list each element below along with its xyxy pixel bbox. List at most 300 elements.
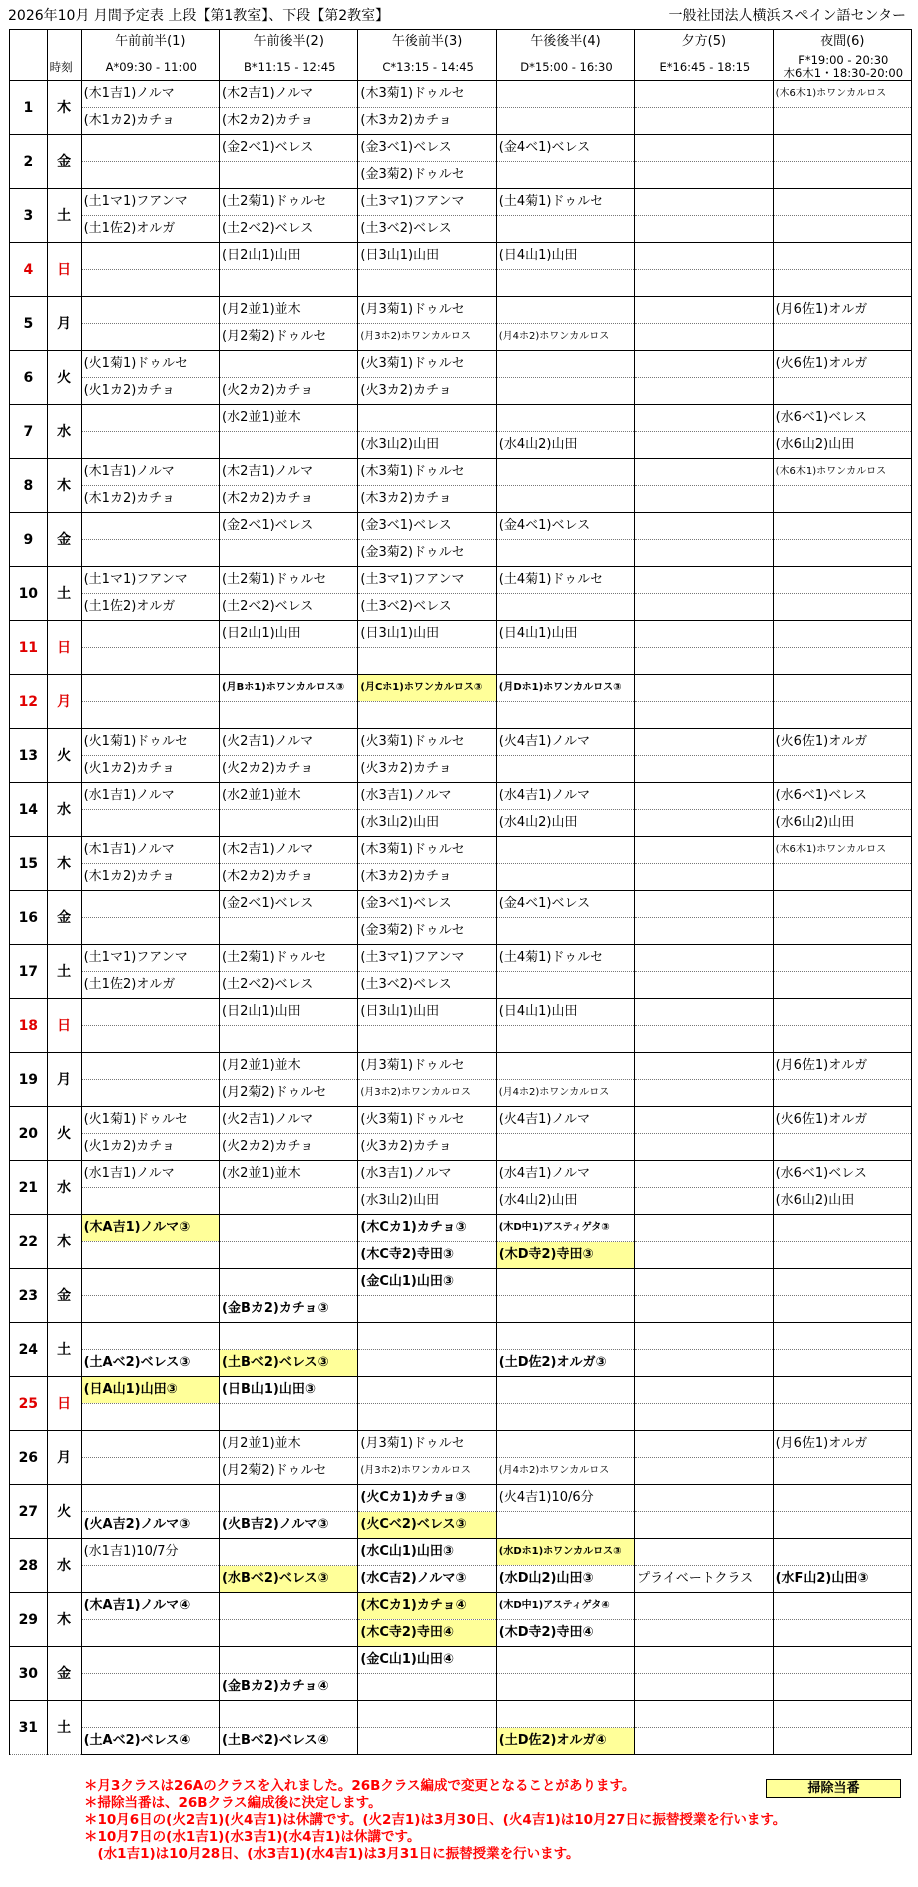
class-cell: (月2並1)並木: [220, 297, 358, 324]
class-cell: [358, 1296, 496, 1323]
day-number: 22: [10, 1215, 48, 1269]
class-cell: [358, 1323, 496, 1350]
class-cell: (土3ベ2)ベレス: [358, 216, 496, 243]
class-cell: (日3山1)山田: [358, 621, 496, 648]
class-cell: [496, 1053, 634, 1080]
class-cell: (水Dホ1)ホワンカルロス③: [496, 1539, 634, 1566]
class-cell: (木3カ2)カチョ: [358, 486, 496, 513]
class-cell: プライベートクラス: [635, 1566, 773, 1593]
class-cell: [81, 1431, 219, 1458]
class-cell: [635, 1485, 773, 1512]
class-cell: (土2菊1)ドゥルセ: [220, 189, 358, 216]
class-cell: [496, 162, 634, 189]
class-cell: [635, 918, 773, 945]
class-cell: [358, 1701, 496, 1728]
day-row-upper: [10, 1593, 912, 1620]
class-cell: (木Cカ1)カチョ③: [358, 1215, 496, 1242]
header-blank: [47, 30, 81, 55]
day-number: 10: [10, 567, 48, 621]
class-cell: [635, 837, 773, 864]
day-row-upper: [10, 297, 912, 324]
class-cell: [81, 1080, 219, 1107]
header-time: F*19:00 - 20:30 木6木1・18:30-20:00: [773, 54, 911, 81]
class-cell: [81, 1296, 219, 1323]
class-cell: (木3菊1)ドゥルセ: [358, 837, 496, 864]
day-weekday: 火: [47, 351, 81, 405]
class-cell: [635, 324, 773, 351]
class-cell: [635, 351, 773, 378]
class-cell: (日2山1)山田: [220, 999, 358, 1026]
class-cell: (木1吉1)ノルマ: [81, 81, 219, 108]
class-cell: (火4吉1)10/6分: [496, 1485, 634, 1512]
class-cell: (土3マ1)フアンマ: [358, 189, 496, 216]
class-cell: (木D寺2)寺田③: [496, 1242, 634, 1269]
class-cell: [81, 270, 219, 297]
header-time: E*16:45 - 18:15: [635, 54, 773, 81]
class-cell: [635, 1188, 773, 1215]
class-cell: (金2ベ1)ベレス: [220, 513, 358, 540]
day-row-lower: [10, 324, 912, 351]
day-weekday: 日: [47, 1377, 81, 1431]
class-cell: [635, 1053, 773, 1080]
class-cell: (水2並1)並木: [220, 405, 358, 432]
day-weekday: 金: [47, 513, 81, 567]
day-number: 19: [10, 1053, 48, 1107]
class-cell: [773, 1620, 911, 1647]
day-weekday: 木: [47, 1593, 81, 1647]
class-cell: (金3ベ1)ベレス: [358, 513, 496, 540]
day-row-lower: [10, 810, 912, 837]
day-number: 20: [10, 1107, 48, 1161]
day-row-lower: [10, 972, 912, 999]
day-weekday: 火: [47, 1485, 81, 1539]
class-cell: (木3カ2)カチョ: [358, 864, 496, 891]
class-cell: [635, 999, 773, 1026]
class-cell: [635, 108, 773, 135]
day-weekday: 木: [47, 1215, 81, 1269]
day-row-upper: [10, 1647, 912, 1674]
day-row-upper: [10, 1215, 912, 1242]
class-cell: [635, 1377, 773, 1404]
class-cell: (火1菊1)ドゥルセ: [81, 351, 219, 378]
class-cell: [635, 1647, 773, 1674]
class-cell: (火Cベ2)ベレス③: [358, 1512, 496, 1539]
day-row-lower: [10, 1026, 912, 1053]
class-cell: [220, 270, 358, 297]
class-cell: [635, 1215, 773, 1242]
class-cell: [81, 891, 219, 918]
class-cell: (水4吉1)ノルマ: [496, 1161, 634, 1188]
class-cell: (土Bベ2)ベレス④: [220, 1728, 358, 1755]
class-cell: [773, 162, 911, 189]
class-cell: [635, 783, 773, 810]
class-cell: (火1菊1)ドゥルセ: [81, 729, 219, 756]
class-cell: [496, 1701, 634, 1728]
day-number: 15: [10, 837, 48, 891]
day-row-lower: [10, 594, 912, 621]
class-cell: (月2並1)並木: [220, 1431, 358, 1458]
class-cell: [773, 540, 911, 567]
day-row-lower: [10, 216, 912, 243]
day-weekday: 土: [47, 1701, 81, 1755]
class-cell: [358, 1350, 496, 1377]
class-cell: (月3ホ2)ホワンカルロス: [358, 1080, 496, 1107]
day-number: 12: [10, 675, 48, 729]
notes: [84, 1778, 786, 1863]
class-cell: [81, 1458, 219, 1485]
class-cell: [773, 702, 911, 729]
day-row-upper: [10, 1431, 912, 1458]
day-row-lower: [10, 1080, 912, 1107]
class-cell: [358, 702, 496, 729]
class-cell: [773, 1404, 911, 1431]
day-row-lower: [10, 648, 912, 675]
class-cell: (日2山1)山田: [220, 621, 358, 648]
class-cell: [773, 1134, 911, 1161]
class-cell: [773, 216, 911, 243]
day-weekday: 金: [47, 135, 81, 189]
class-cell: [773, 1701, 911, 1728]
day-row-lower: [10, 540, 912, 567]
class-cell: (木1吉1)ノルマ: [81, 459, 219, 486]
class-cell: (火6佐1)オルガ: [773, 729, 911, 756]
class-cell: (月3菊1)ドゥルセ: [358, 1053, 496, 1080]
class-cell: (木1カ2)カチョ: [81, 486, 219, 513]
class-cell: (木6木1)ホワンカルロス: [773, 81, 911, 108]
day-number: 16: [10, 891, 48, 945]
class-cell: [773, 1647, 911, 1674]
class-cell: [81, 1647, 219, 1674]
class-cell: (水3山2)山田: [358, 810, 496, 837]
class-cell: (水3山2)山田: [358, 1188, 496, 1215]
class-cell: [81, 918, 219, 945]
class-cell: (木6木1)ホワンカルロス: [773, 459, 911, 486]
page-title: 2026年10月 月間予定表 上段【第1教室】、下段【第2教室】: [8, 8, 390, 24]
class-cell: [635, 189, 773, 216]
class-cell: (木C寺2)寺田③: [358, 1242, 496, 1269]
day-weekday: 月: [47, 675, 81, 729]
class-cell: (木3菊1)ドゥルセ: [358, 459, 496, 486]
class-cell: (木2吉1)ノルマ: [220, 837, 358, 864]
organization-name: 一般社団法人横浜スペイン語センター: [668, 8, 906, 24]
class-cell: [773, 1080, 911, 1107]
day-row-lower: [10, 162, 912, 189]
class-cell: (火A吉2)ノルマ③: [81, 1512, 219, 1539]
day-row-lower: [10, 270, 912, 297]
class-cell: (水4山2)山田: [496, 1188, 634, 1215]
class-cell: (土D佐2)オルガ③: [496, 1350, 634, 1377]
class-cell: (月Dホ1)ホワンカルロス③: [496, 675, 634, 702]
class-cell: [773, 1269, 911, 1296]
class-cell: (火3菊1)ドゥルセ: [358, 729, 496, 756]
class-cell: [220, 918, 358, 945]
class-cell: (月4ホ2)ホワンカルロス: [496, 1080, 634, 1107]
day-row-upper: [10, 837, 912, 864]
class-cell: [635, 1674, 773, 1701]
day-number: 21: [10, 1161, 48, 1215]
class-cell: [220, 1269, 358, 1296]
class-cell: [635, 1107, 773, 1134]
class-cell: [773, 675, 911, 702]
day-number: 18: [10, 999, 48, 1053]
class-cell: [635, 756, 773, 783]
class-cell: (月2並1)並木: [220, 1053, 358, 1080]
class-cell: [81, 405, 219, 432]
day-row-upper: [10, 783, 912, 810]
class-cell: [635, 702, 773, 729]
day-weekday: 日: [47, 243, 81, 297]
day-weekday: 木: [47, 81, 81, 135]
class-cell: [635, 1242, 773, 1269]
day-row-upper: [10, 567, 912, 594]
class-cell: [220, 648, 358, 675]
class-cell: (月4ホ2)ホワンカルロス: [496, 324, 634, 351]
note-line: ＊掃除当番は、26Bクラス編成後に決定します。: [84, 1795, 382, 1811]
day-row-upper: [10, 891, 912, 918]
class-cell: (金C山1)山田③: [358, 1269, 496, 1296]
class-cell: [496, 459, 634, 486]
class-cell: (月2菊2)ドゥルセ: [220, 324, 358, 351]
class-cell: [358, 1404, 496, 1431]
day-number: 13: [10, 729, 48, 783]
class-cell: [496, 405, 634, 432]
day-number: 25: [10, 1377, 48, 1431]
class-cell: [81, 1242, 219, 1269]
class-cell: (火4吉1)ノルマ: [496, 1107, 634, 1134]
class-cell: (火4吉1)ノルマ: [496, 729, 634, 756]
class-cell: (月6佐1)オルガ: [773, 1053, 911, 1080]
class-cell: (土D佐2)オルガ④: [496, 1728, 634, 1755]
header-period: 午前前半(1): [81, 30, 219, 55]
class-cell: (火2カ2)カチョ: [220, 756, 358, 783]
class-cell: [496, 1377, 634, 1404]
class-cell: (日4山1)山田: [496, 621, 634, 648]
class-cell: (木3カ2)カチョ: [358, 108, 496, 135]
class-cell: (金3ベ1)ベレス: [358, 891, 496, 918]
class-cell: (水4吉1)ノルマ: [496, 783, 634, 810]
day-row-lower: [10, 432, 912, 459]
day-row-upper: [10, 351, 912, 378]
day-row-upper: [10, 1485, 912, 1512]
day-number: 17: [10, 945, 48, 999]
class-cell: [220, 1215, 358, 1242]
day-weekday: 金: [47, 1647, 81, 1701]
class-cell: [81, 540, 219, 567]
class-cell: [81, 1566, 219, 1593]
class-cell: [773, 324, 911, 351]
class-cell: [496, 1323, 634, 1350]
class-cell: [635, 135, 773, 162]
class-cell: (月Cホ1)ホワンカルロス③: [358, 675, 496, 702]
class-cell: (月2菊2)ドゥルセ: [220, 1458, 358, 1485]
class-cell: [81, 135, 219, 162]
class-cell: [220, 432, 358, 459]
class-cell: [635, 1539, 773, 1566]
class-cell: (土2ベ2)ベレス: [220, 216, 358, 243]
class-cell: (土Aベ2)ベレス④: [81, 1728, 219, 1755]
day-row-lower: [10, 1134, 912, 1161]
class-cell: [496, 216, 634, 243]
class-cell: [220, 1026, 358, 1053]
class-cell: [358, 648, 496, 675]
class-cell: [220, 1485, 358, 1512]
class-cell: (月2菊2)ドゥルセ: [220, 1080, 358, 1107]
day-row-lower: [10, 1242, 912, 1269]
class-cell: (月3ホ2)ホワンカルロス: [358, 324, 496, 351]
class-cell: (水F山2)山田③: [773, 1566, 911, 1593]
day-weekday: 土: [47, 1323, 81, 1377]
class-cell: (月4ホ2)ホワンカルロス: [496, 1458, 634, 1485]
class-cell: (土4菊1)ドゥルセ: [496, 945, 634, 972]
class-cell: [635, 1296, 773, 1323]
class-cell: [81, 1404, 219, 1431]
class-cell: [773, 891, 911, 918]
class-cell: (月3ホ2)ホワンカルロス: [358, 1458, 496, 1485]
page-header: [0, 0, 918, 26]
day-row-lower: [10, 1512, 912, 1539]
class-cell: [635, 486, 773, 513]
class-cell: (火1カ2)カチョ: [81, 378, 219, 405]
class-cell: (水3吉1)ノルマ: [358, 783, 496, 810]
cleaning-duty-badge: 掃除当番: [766, 1779, 901, 1798]
class-cell: [496, 1674, 634, 1701]
header-period: 夜間(6): [773, 30, 911, 55]
class-cell: (土2菊1)ドゥルセ: [220, 945, 358, 972]
class-cell: (土2ベ2)ベレス: [220, 594, 358, 621]
class-cell: [220, 1188, 358, 1215]
class-cell: (火Cカ1)カチョ③: [358, 1485, 496, 1512]
class-cell: (木C寺2)寺田④: [358, 1620, 496, 1647]
class-cell: [496, 270, 634, 297]
class-cell: (土2ベ2)ベレス: [220, 972, 358, 999]
class-cell: [358, 270, 496, 297]
class-cell: [773, 1674, 911, 1701]
day-number: 24: [10, 1323, 48, 1377]
header-period: 午前後半(2): [220, 30, 358, 55]
day-number: 4: [10, 243, 48, 297]
class-cell: (火1カ2)カチョ: [81, 756, 219, 783]
class-cell: (金3菊2)ドゥルセ: [358, 540, 496, 567]
class-cell: [496, 108, 634, 135]
day-weekday: 火: [47, 1107, 81, 1161]
class-cell: (木D寺2)寺田④: [496, 1620, 634, 1647]
day-row-lower: [10, 1350, 912, 1377]
class-cell: [81, 1323, 219, 1350]
day-number: 2: [10, 135, 48, 189]
class-cell: [773, 567, 911, 594]
day-row-upper: [10, 1107, 912, 1134]
class-cell: [81, 243, 219, 270]
class-cell: [81, 297, 219, 324]
day-row-upper: [10, 945, 912, 972]
class-cell: (土Bベ2)ベレス③: [220, 1350, 358, 1377]
class-cell: [81, 324, 219, 351]
class-cell: [635, 297, 773, 324]
note-line: ＊10月7日の(水1吉1)(水3吉1)(水4吉1)は休講です。: [84, 1829, 421, 1845]
class-cell: [635, 810, 773, 837]
class-cell: [635, 1728, 773, 1755]
day-number: 14: [10, 783, 48, 837]
class-cell: [773, 1593, 911, 1620]
header-jikoku: 時刻: [47, 54, 81, 81]
class-cell: (火3カ2)カチョ: [358, 756, 496, 783]
class-cell: (金2ベ1)ベレス: [220, 135, 358, 162]
class-cell: (土4菊1)ドゥルセ: [496, 567, 634, 594]
class-cell: [635, 1620, 773, 1647]
day-weekday: 木: [47, 459, 81, 513]
class-cell: [773, 1350, 911, 1377]
day-row-lower: [10, 1188, 912, 1215]
day-number: 30: [10, 1647, 48, 1701]
class-cell: [773, 108, 911, 135]
class-cell: (金Bカ2)カチョ④: [220, 1674, 358, 1701]
class-cell: (水3吉1)ノルマ: [358, 1161, 496, 1188]
day-weekday: 土: [47, 189, 81, 243]
class-cell: (土1マ1)フアンマ: [81, 189, 219, 216]
class-cell: (月6佐1)オルガ: [773, 1431, 911, 1458]
class-cell: [81, 999, 219, 1026]
class-cell: [773, 1485, 911, 1512]
day-row-upper: [10, 1161, 912, 1188]
class-cell: [773, 594, 911, 621]
day-weekday: 月: [47, 1053, 81, 1107]
day-number: 7: [10, 405, 48, 459]
class-cell: [773, 486, 911, 513]
day-number: 23: [10, 1269, 48, 1323]
class-cell: (木Cカ1)カチョ④: [358, 1593, 496, 1620]
day-row-lower: [10, 1296, 912, 1323]
day-row-upper: [10, 243, 912, 270]
class-cell: [773, 378, 911, 405]
day-row-lower: [10, 1458, 912, 1485]
class-cell: [496, 864, 634, 891]
class-cell: (火6佐1)オルガ: [773, 351, 911, 378]
class-cell: [773, 1512, 911, 1539]
day-row-lower: [10, 756, 912, 783]
class-cell: [635, 1350, 773, 1377]
class-cell: [220, 702, 358, 729]
class-cell: (土1マ1)フアンマ: [81, 567, 219, 594]
header-time: B*11:15 - 12:45: [220, 54, 358, 81]
class-cell: [81, 1053, 219, 1080]
class-cell: [81, 1485, 219, 1512]
header-period: 夕方(5): [635, 30, 773, 55]
day-weekday: 水: [47, 1161, 81, 1215]
class-cell: [496, 1026, 634, 1053]
day-row-upper: [10, 999, 912, 1026]
class-cell: [496, 1512, 634, 1539]
class-cell: [635, 162, 773, 189]
day-row-lower: [10, 378, 912, 405]
class-cell: [773, 1215, 911, 1242]
class-cell: [773, 1026, 911, 1053]
day-row-lower: [10, 702, 912, 729]
class-cell: [773, 999, 911, 1026]
header-period: 午後前半(3): [358, 30, 496, 55]
day-number: 28: [10, 1539, 48, 1593]
class-cell: [635, 243, 773, 270]
header-time: D*15:00 - 16:30: [496, 54, 634, 81]
day-row-lower: [10, 486, 912, 513]
day-row-upper: [10, 1539, 912, 1566]
class-cell: [496, 1431, 634, 1458]
class-cell: [635, 81, 773, 108]
class-cell: (水4山2)山田: [496, 810, 634, 837]
class-cell: [220, 162, 358, 189]
class-cell: [496, 837, 634, 864]
class-cell: [773, 1323, 911, 1350]
day-number: 8: [10, 459, 48, 513]
